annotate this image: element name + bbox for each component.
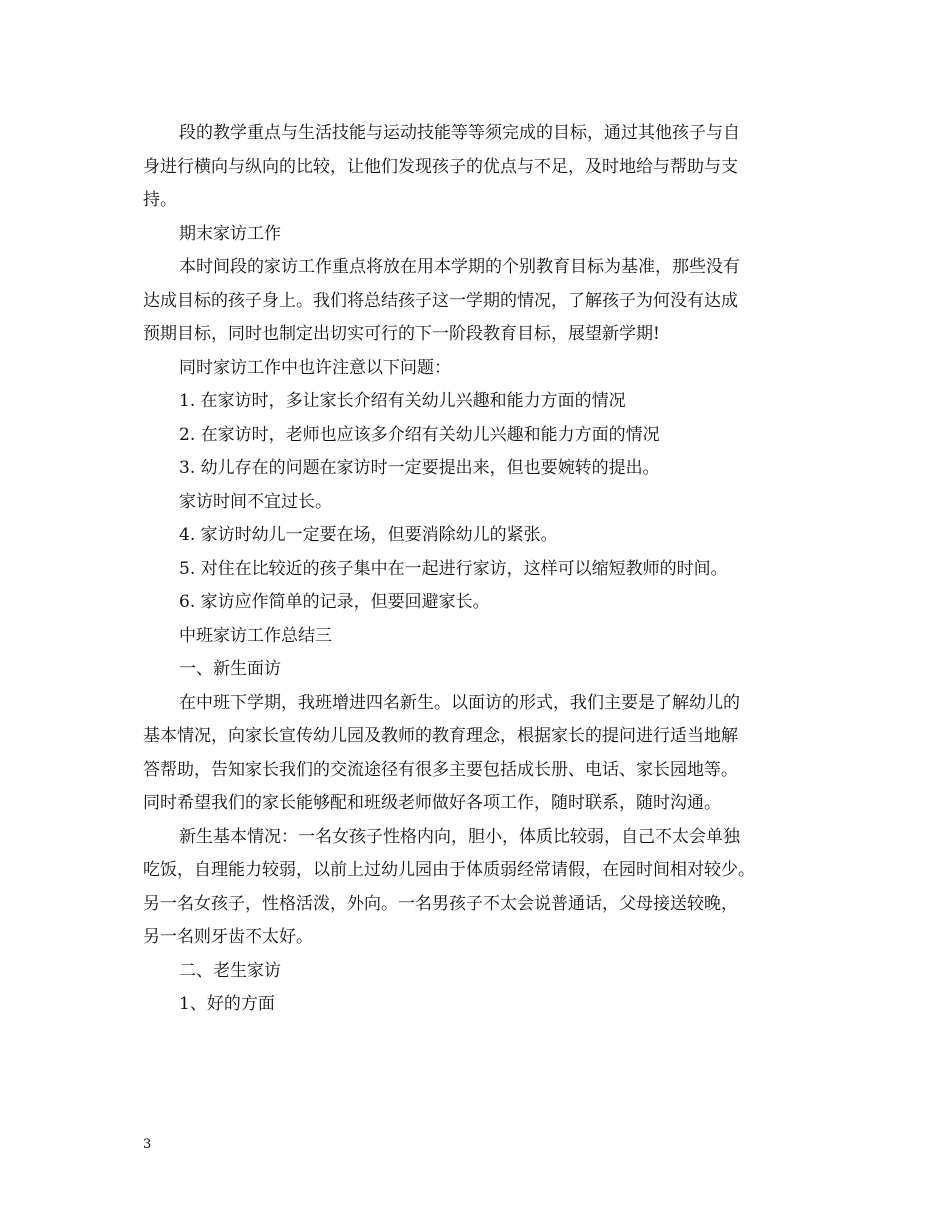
- text-line: 2. 在家访时，老师也应该多介绍有关幼儿兴趣和能力方面的情况: [179, 424, 660, 445]
- text-line: 达成目标的孩子身上。我们将总结孩子这一学期的情况，了解孩子为何没有达成: [143, 290, 738, 311]
- text-line: 一、新生面访: [179, 659, 281, 679]
- text-line: 身进行横向与纵向的比较，让他们发现孩子的优点与不足，及时地给与帮助与支: [143, 156, 738, 177]
- text-line: 二、老生家访: [179, 960, 281, 981]
- text-line: 段的教学重点与生活技能与运动技能等等须完成的目标，通过其他孩子与自: [179, 123, 740, 143]
- text-line: 本时间段的家访工作重点将放在用本学期的个别教育目标为基准，那些没有: [179, 257, 740, 277]
- text-line: 另一名女孩子，性格活泼，外向。一名男孩子不太会说普通话，父母接送较晚，: [143, 893, 738, 914]
- page-number: 3: [143, 1137, 152, 1152]
- text-line: 基本情况，向家长宣传幼儿园及教师的教育理念，根据家长的提问进行适当地解: [143, 726, 738, 746]
- text-line: 5. 对住在比较近的孩子集中在一起进行家访，这样可以缩短教师的时间。: [179, 558, 728, 579]
- text-line: 同时家访工作中也许注意以下问题：: [179, 357, 451, 378]
- text-line: 期末家访工作: [179, 223, 281, 244]
- text-line: 中班家访工作总结三: [179, 625, 332, 646]
- text-line: 4. 家访时幼儿一定要在场，但要消除幼儿的紧张。: [179, 525, 558, 545]
- text-line: 同时希望我们的家长能够配和班级老师做好各项工作，随时联系，随时沟通。: [143, 793, 721, 813]
- text-line: 3. 幼儿存在的问题在家访时一定要提出来，但也要婉转的提出。: [179, 458, 660, 478]
- text-line: 在中班下学期，我班增进四名新生。以面访的形式，我们主要是了解幼儿的: [179, 692, 740, 713]
- text-line: 1、好的方面: [179, 994, 275, 1014]
- text-line: 新生基本情况：一名女孩子性格内向，胆小，体质比较弱，自己不太会单独: [179, 826, 740, 847]
- text-line: 家访时间不宜过长。: [179, 491, 332, 512]
- text-line: 6. 家访应作简单的记录，但要回避家长。: [179, 592, 490, 612]
- text-line: 另一名则牙齿不太好。: [143, 927, 313, 947]
- text-line: 预期目标，同时也制定出切实可行的下一阶段教育目标，展望新学期!: [143, 324, 660, 344]
- text-line: 答帮助，告知家长我们的交流途径有很多主要包括成长册、电话、家长园地等。: [143, 759, 738, 780]
- document-body: [143, 117, 808, 1022]
- text-line: 持。: [143, 190, 177, 210]
- text-line: 1. 在家访时，多让家长介绍有关幼儿兴趣和能力方面的情况: [179, 391, 626, 411]
- text-line: 吃饭，自理能力较弱，以前上过幼儿园由于体质弱经常请假，在园时间相对较少。: [143, 860, 755, 880]
